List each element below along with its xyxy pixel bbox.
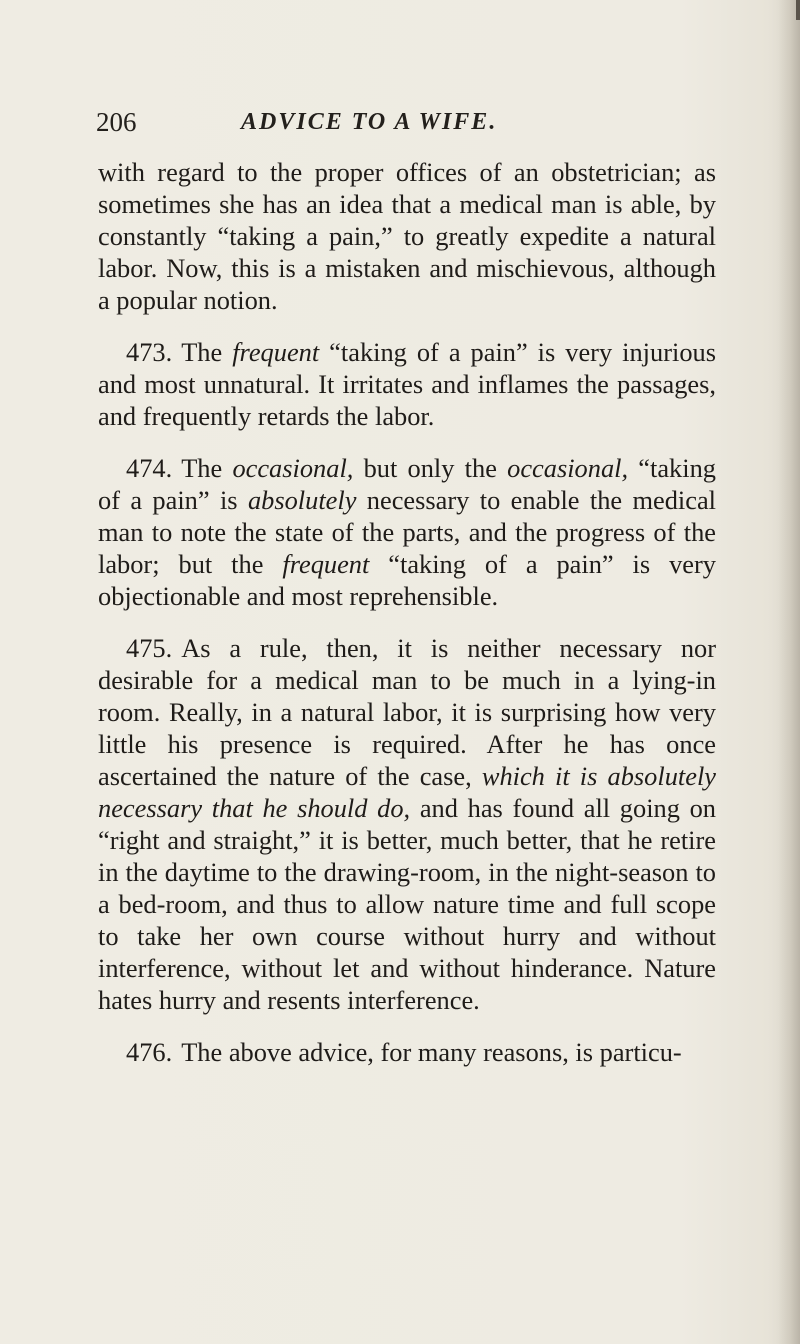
- page-header: [96, 104, 716, 140]
- paragraph-text: necessary to enable the medical man to note the state of the parts, and the progress of the labor; but the: [98, 485, 716, 579]
- emphasis-text: which it is absolutely necessary that he should do,: [98, 761, 716, 823]
- page-edge-mark: [796, 0, 800, 20]
- running-title: ADVICE TO A WIFE.: [241, 109, 498, 135]
- paragraph-text: but only the: [353, 453, 508, 483]
- paragraph-number: 473.: [126, 337, 173, 367]
- paragraph-number: 474.: [126, 453, 173, 483]
- page-edge-shadow: [778, 0, 800, 1344]
- paragraph-text: The: [181, 453, 233, 483]
- body-text: [98, 156, 716, 1068]
- paragraph-474: [98, 452, 716, 612]
- page-number: 206: [96, 107, 137, 137]
- emphasis-text: occasional,: [232, 453, 354, 483]
- paragraph-text: with regard to the proper offices of an obstetrician; as sometimes she has an idea that a medical man is able, by constantly “taking a pain,” to greatly expedite a natural labor. Now, this is a mistaken and mischievous, although a popular notion.: [98, 157, 716, 315]
- emphasis-text: frequent: [232, 337, 320, 367]
- paragraph-475: [98, 632, 716, 1016]
- paragraph-text: “taking of a pain” is very objectionable and most reprehensible.: [98, 549, 716, 611]
- emphasis-text: frequent: [282, 549, 370, 579]
- emphasis-text: occasional,: [507, 453, 629, 483]
- paragraph-text: and has found all going on “right and straight,” it is better, much better, that he retire in the daytime to the drawing-room, in the night-season to a bed-room, and thus to allow nature time and full scope to take her own course without hurry and without interference, without let and without hinderance. Nature hates hurry and resents interference.: [98, 793, 716, 1015]
- paragraph-476: [98, 1036, 716, 1068]
- paragraph-number: 476.: [126, 1037, 173, 1067]
- paragraph-473: [98, 336, 716, 432]
- emphasis-text: absolutely: [247, 485, 357, 515]
- paragraph-text: The: [181, 337, 233, 367]
- paragraph-continuation: [98, 156, 716, 316]
- paragraph-text: “taking of a pain” is: [98, 453, 716, 515]
- paragraph-number: 475.: [126, 633, 173, 663]
- paragraph-text: “taking of a pain” is very injurious and most unnatural. It irritates and inflames the passages, and frequently retards the labor.: [98, 337, 716, 431]
- paragraph-text: The above advice, for many reasons, is particu-: [181, 1037, 682, 1067]
- paragraph-text: As a rule, then, it is neither necessary nor desirable for a medical man to be much in a lying-in room. Really, in a natural labor, it is surprising how very little his presence is required. After he has once ascertained the nature of the case,: [98, 633, 716, 791]
